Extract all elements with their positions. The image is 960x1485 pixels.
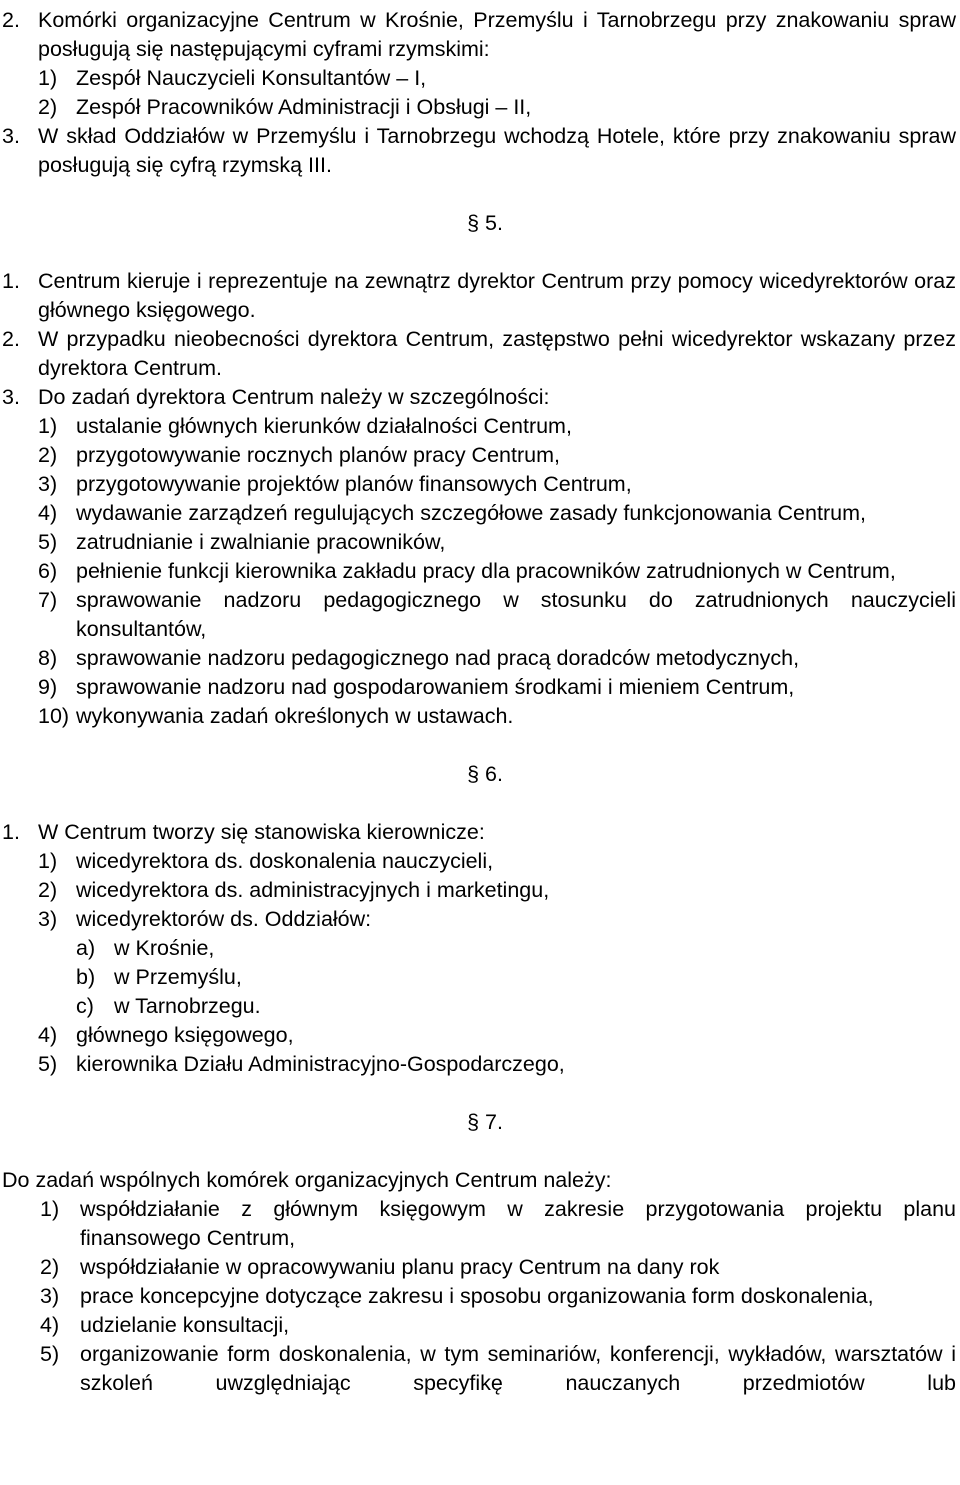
list-item xyxy=(38,557,960,586)
list-item xyxy=(38,1021,960,1050)
list-subitem-letter: c) xyxy=(76,994,94,1018)
list-item xyxy=(38,702,960,731)
list-item-number: 8) xyxy=(38,646,58,670)
list-item-number: 5) xyxy=(38,1052,58,1076)
section-heading-5: § 5. xyxy=(467,211,503,235)
list-item xyxy=(38,673,960,702)
list-item-text: sprawowanie nadzoru pedagogicznego nad pracą doradców metodycznych, xyxy=(76,646,800,670)
list-item-number: 4) xyxy=(38,1023,58,1047)
section-intro: Do zadań wspólnych komórek organizacyjnych Centrum należy: xyxy=(2,1168,612,1192)
list-item-number: 7) xyxy=(38,588,58,612)
paragraph-item xyxy=(0,6,960,64)
paragraph-item xyxy=(0,325,960,383)
list-item-text: współdziałanie z głównym księgowym w zakresie przygotowania projektu planu finansowego Centrum, xyxy=(80,1197,956,1250)
list-subitem xyxy=(76,992,960,1021)
item-text: W skład Oddziałów w Przemyślu i Tarnobrzegu wchodzą Hotele, które przy znakowaniu spraw posługują się cyfrą rzymską III. xyxy=(38,124,956,177)
list-item-number: 2) xyxy=(38,95,58,119)
list-item-text: kierownika Działu Administracyjno-Gospodarczego, xyxy=(76,1052,565,1076)
list-item xyxy=(38,586,960,644)
section-heading-7: § 7. xyxy=(467,1110,503,1134)
list-item xyxy=(38,499,960,528)
list-item-text: przygotowywanie projektów planów finansowych Centrum, xyxy=(76,472,632,496)
list-item-text: wydawanie zarządzeń regulujących szczegółowe zasady funkcjonowania Centrum, xyxy=(76,501,866,525)
list-item-number: 2) xyxy=(40,1255,60,1279)
list-item xyxy=(38,64,960,93)
list-item-text: wicedyrektora ds. doskonalenia nauczycieli, xyxy=(76,849,494,873)
list-item-number: 1) xyxy=(40,1197,60,1221)
list-item xyxy=(38,470,960,499)
list-item-number: 5) xyxy=(40,1342,60,1366)
list-item-text: organizowanie form doskonalenia, w tym seminariów, konferencji, wykładów, warsztatów i szkoleń uwzględniając specyfikę nauczanych przedmiotów lub xyxy=(80,1342,956,1395)
item-text: W Centrum tworzy się stanowiska kierownicze: xyxy=(38,820,485,844)
list-item xyxy=(38,93,960,122)
list-subitem-text: w Przemyślu, xyxy=(114,965,242,989)
list-item-number: 3) xyxy=(40,1284,60,1308)
list-item xyxy=(40,1195,960,1253)
list-item-text: pełnienie funkcji kierownika zakładu pracy dla pracowników zatrudnionych w Centrum, xyxy=(76,559,896,583)
list-subitem xyxy=(76,963,960,992)
item-number: 1. xyxy=(2,269,20,293)
list-item xyxy=(40,1282,960,1311)
list-item xyxy=(38,644,960,673)
item-text: Centrum kieruje i reprezentuje na zewnątrz dyrektor Centrum przy pomocy wicedyrektorów oraz głównego księgowego. xyxy=(38,269,956,322)
paragraph-item xyxy=(0,122,960,180)
list-item-number: 1) xyxy=(38,66,58,90)
list-item-number: 4) xyxy=(40,1313,60,1337)
list-subitem-text: w Tarnobrzegu. xyxy=(114,994,261,1018)
list-item xyxy=(38,441,960,470)
list-subitem-letter: b) xyxy=(76,965,96,989)
list-item-text: prace koncepcyjne dotyczące zakresu i sposobu organizowania form doskonalenia, xyxy=(80,1284,874,1308)
list-item-text: zatrudnianie i zwalnianie pracowników, xyxy=(76,530,446,554)
item-number: 3. xyxy=(2,124,20,148)
item-number: 3. xyxy=(2,385,20,409)
list-item-number: 2) xyxy=(38,878,58,902)
list-item xyxy=(38,1050,960,1079)
item-number: 2. xyxy=(2,327,20,351)
list-item xyxy=(38,905,960,934)
list-item-text: wykonywania zadań określonych w ustawach. xyxy=(76,704,514,728)
list-subitem xyxy=(76,934,960,963)
list-item xyxy=(38,876,960,905)
list-subitem-text: w Krośnie, xyxy=(114,936,215,960)
item-number: 2. xyxy=(2,8,20,32)
paragraph-item xyxy=(0,818,960,847)
list-item-text: wicedyrektora ds. administracyjnych i marketingu, xyxy=(76,878,550,902)
list-item-text: Zespół Nauczycieli Konsultantów – I, xyxy=(76,66,427,90)
list-item-number: 4) xyxy=(38,501,58,525)
list-item-number: 1) xyxy=(38,849,58,873)
list-item-text: sprawowanie nadzoru pedagogicznego w stosunku do zatrudnionych nauczycieli konsultantów, xyxy=(76,588,956,641)
list-item-text: przygotowywanie rocznych planów pracy Centrum, xyxy=(76,443,560,467)
list-item-number: 2) xyxy=(38,443,58,467)
list-item xyxy=(40,1340,960,1398)
list-item-number: 3) xyxy=(38,907,58,931)
list-subitem-letter: a) xyxy=(76,936,96,960)
list-item-number: 9) xyxy=(38,675,58,699)
list-item xyxy=(38,528,960,557)
item-text: W przypadku nieobecności dyrektora Centrum, zastępstwo pełni wicedyrektor wskazany przez dyrektora Centrum. xyxy=(38,327,956,380)
list-item xyxy=(38,412,960,441)
list-item xyxy=(38,847,960,876)
item-number: 1. xyxy=(2,820,20,844)
item-text: Do zadań dyrektora Centrum należy w szczególności: xyxy=(38,385,550,409)
list-item-number: 1) xyxy=(38,414,58,438)
paragraph-item xyxy=(0,267,960,325)
section-heading-6: § 6. xyxy=(467,762,503,786)
list-item-text: Zespół Pracowników Administracji i Obsługi – II, xyxy=(76,95,532,119)
list-item-text: współdziałanie w opracowywaniu planu pracy Centrum na dany rok xyxy=(80,1255,720,1279)
list-item-text: głównego księgowego, xyxy=(76,1023,294,1047)
item-text: Komórki organizacyjne Centrum w Krośnie, Przemyślu i Tarnobrzegu przy znakowaniu spraw posługują się następującymi cyframi rzymskimi: xyxy=(38,8,956,61)
list-item-text: sprawowanie nadzoru nad gospodarowaniem środkami i mieniem Centrum, xyxy=(76,675,795,699)
list-item-number: 6) xyxy=(38,559,58,583)
list-item-number: 3) xyxy=(38,472,58,496)
list-item-text: udzielanie konsultacji, xyxy=(80,1313,290,1337)
paragraph-item xyxy=(0,383,960,412)
list-item-text: wicedyrektorów ds. Oddziałów: xyxy=(76,907,372,931)
list-item-text: ustalanie głównych kierunków działalności Centrum, xyxy=(76,414,572,438)
list-item xyxy=(40,1253,960,1282)
list-item-number: 5) xyxy=(38,530,58,554)
list-item xyxy=(40,1311,960,1340)
list-item-number: 10) xyxy=(38,704,70,728)
